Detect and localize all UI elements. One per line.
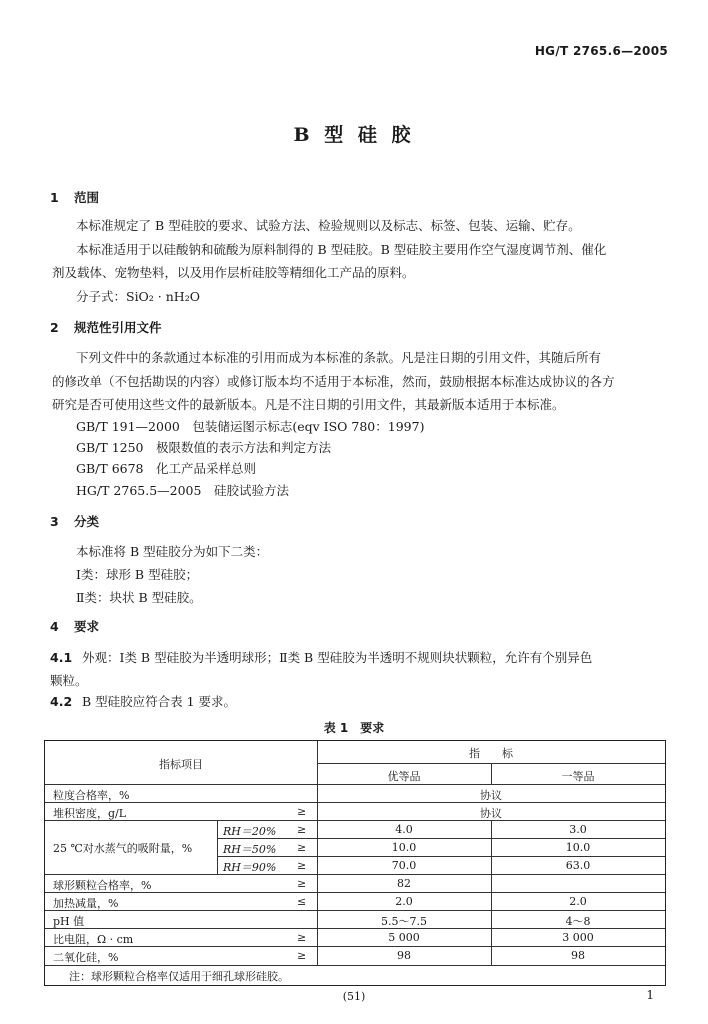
table-note: 注：球形颗粒合格率仅适用于细孔球形硅胶。 xyxy=(69,970,289,983)
row-value-grade-2: 63.0 xyxy=(565,859,591,872)
row-label: 二氧化硅，% xyxy=(53,951,119,964)
row-value-grade-2: 98 xyxy=(571,949,585,962)
row-value-grade-2: 10.0 xyxy=(565,841,591,854)
reference-item: GB/T 191—2000 包装储运图示标志(eqv ISO 780：1997) xyxy=(76,419,425,434)
document-title: B 型 硅 胶 xyxy=(293,124,415,146)
row-comparator: ≥ xyxy=(297,931,307,944)
row-value-grade-2: 4～8 xyxy=(565,915,591,928)
row-comparator: ≥ xyxy=(297,841,307,854)
row-label: 粒度合格率，% xyxy=(53,789,130,802)
section-1-title: 范围 xyxy=(74,190,100,205)
row-value-grade-1: 5 000 xyxy=(388,931,420,944)
row-sub-condition: RH＝50% xyxy=(223,843,277,856)
table-head-index: 指 标 xyxy=(469,747,513,760)
section-1-number: 1 xyxy=(50,190,59,205)
section-3-paragraph: 本标准将 B 型硅胶分为如下二类： xyxy=(76,544,269,559)
row-label: pH 值 xyxy=(53,915,85,928)
row-comparator: ≥ xyxy=(297,805,307,818)
row-value-grade-1: 10.0 xyxy=(391,841,417,854)
section-2-heading xyxy=(50,318,162,336)
reference-item: GB/T 1250 极限数值的表示方法和判定方法 xyxy=(76,440,332,455)
class-1-item: Ⅰ类：球形 B 型硅胶； xyxy=(76,567,199,582)
row-value-grade-1: 82 xyxy=(397,877,411,890)
section-2-paragraph-line-1: 下列文件中的条款通过本标准的引用而成为本标准的条款。凡是注日期的引用文件，其随后所有 xyxy=(76,350,602,365)
row-value-grade-2: 3 000 xyxy=(562,931,594,944)
section-2-number: 2 xyxy=(50,320,59,335)
row-label: 25 ℃对水蒸气的吸附量，% xyxy=(53,842,193,855)
standard-number: HG/T 2765.6—2005 xyxy=(534,44,668,58)
requirements-table xyxy=(44,740,666,986)
row-comparator: ≤ xyxy=(297,895,307,908)
section-4-title: 要求 xyxy=(74,619,100,634)
row-sub-condition: RH＝20% xyxy=(223,825,277,838)
clause-4-1-line-2: 颗粒。 xyxy=(50,673,88,688)
page-number: 1 xyxy=(646,988,654,1002)
table-head-item: 指标项目 xyxy=(159,758,203,771)
row-label: 堆积密度，g/L xyxy=(53,807,127,820)
reference-item: HG/T 2765.5—2005 硅胶试验方法 xyxy=(76,483,289,498)
table-caption: 表 1 要求 xyxy=(323,721,385,735)
section-3-heading xyxy=(50,512,99,530)
row-value-merged: 协议 xyxy=(480,789,502,802)
row-value-grade-1: 4.0 xyxy=(395,823,413,836)
clause-4-2-text: B 型硅胶应符合表 1 要求。 xyxy=(82,694,237,709)
row-value-grade-1: 98 xyxy=(397,949,411,962)
table-head-grade-1: 优等品 xyxy=(387,770,421,783)
class-2-item: Ⅱ类：块状 B 型硅胶。 xyxy=(76,590,202,605)
row-value-grade-1: 5.5～7.5 xyxy=(381,915,427,928)
row-value-grade-1: 2.0 xyxy=(395,895,413,908)
row-sub-condition: RH＝90% xyxy=(223,861,277,874)
row-value-grade-2: 2.0 xyxy=(569,895,587,908)
row-value-merged: 协议 xyxy=(480,807,502,820)
row-label: 加热减量，% xyxy=(53,897,119,910)
section-2-paragraph-line-3: 研究是否可使用这些文件的最新版本。凡是不注日期的引用文件，其最新版本适用于本标准。 xyxy=(52,397,565,412)
row-comparator: ≥ xyxy=(297,823,307,836)
row-label: 球形颗粒合格率，% xyxy=(53,879,152,892)
page-label: (51) xyxy=(342,990,366,1003)
clause-4-1-text: 外观：Ⅰ类 B 型硅胶为半透明球形；Ⅱ类 B 型硅胶为半透明不规则块状颗粒，允许有个别异色 xyxy=(82,650,593,665)
row-label: 比电阻，Ω · cm xyxy=(53,933,134,946)
section-1-paragraph-2-line-1: 本标准适用于以硅酸钠和硫酸为原料制得的 B 型硅胶。B 型硅胶主要用作空气湿度调节剂、催化 xyxy=(76,242,607,257)
section-2-paragraph-line-2: 的修改单（不包括勘误的内容）或修订版本均不适用于本标准，然而，鼓励根据本标准达成协议的各方 xyxy=(52,374,615,389)
row-value-grade-2: 3.0 xyxy=(569,823,587,836)
row-comparator: ≥ xyxy=(297,949,307,962)
section-1-paragraph-1: 本标准规定了 B 型硅胶的要求、试验方法、检验规则以及标志、标签、包装、运输、贮存。 xyxy=(76,218,581,233)
section-4-heading xyxy=(50,617,99,635)
section-3-title: 分类 xyxy=(74,514,100,529)
clause-4-2-number: 4.2 xyxy=(50,694,73,709)
table-head-grade-2: 一等品 xyxy=(561,770,595,783)
row-comparator: ≥ xyxy=(297,877,307,890)
row-comparator: ≥ xyxy=(297,859,307,872)
section-3-number: 3 xyxy=(50,514,59,529)
clause-4-2 xyxy=(50,692,236,710)
section-4-number: 4 xyxy=(50,619,59,634)
section-2-title: 规范性引用文件 xyxy=(74,320,162,335)
clause-4-1-line-1 xyxy=(50,648,592,666)
section-1-paragraph-2-line-2: 剂及载体、宠物垫料，以及用作层析硅胶等精细化工产品的原料。 xyxy=(52,265,415,280)
reference-item: GB/T 6678 化工产品采样总则 xyxy=(76,461,257,476)
molecular-formula: 分子式：SiO₂ · nH₂O xyxy=(76,289,200,304)
section-1-heading xyxy=(50,188,99,206)
row-value-grade-1: 70.0 xyxy=(391,859,417,872)
clause-4-1-number: 4.1 xyxy=(50,650,73,665)
